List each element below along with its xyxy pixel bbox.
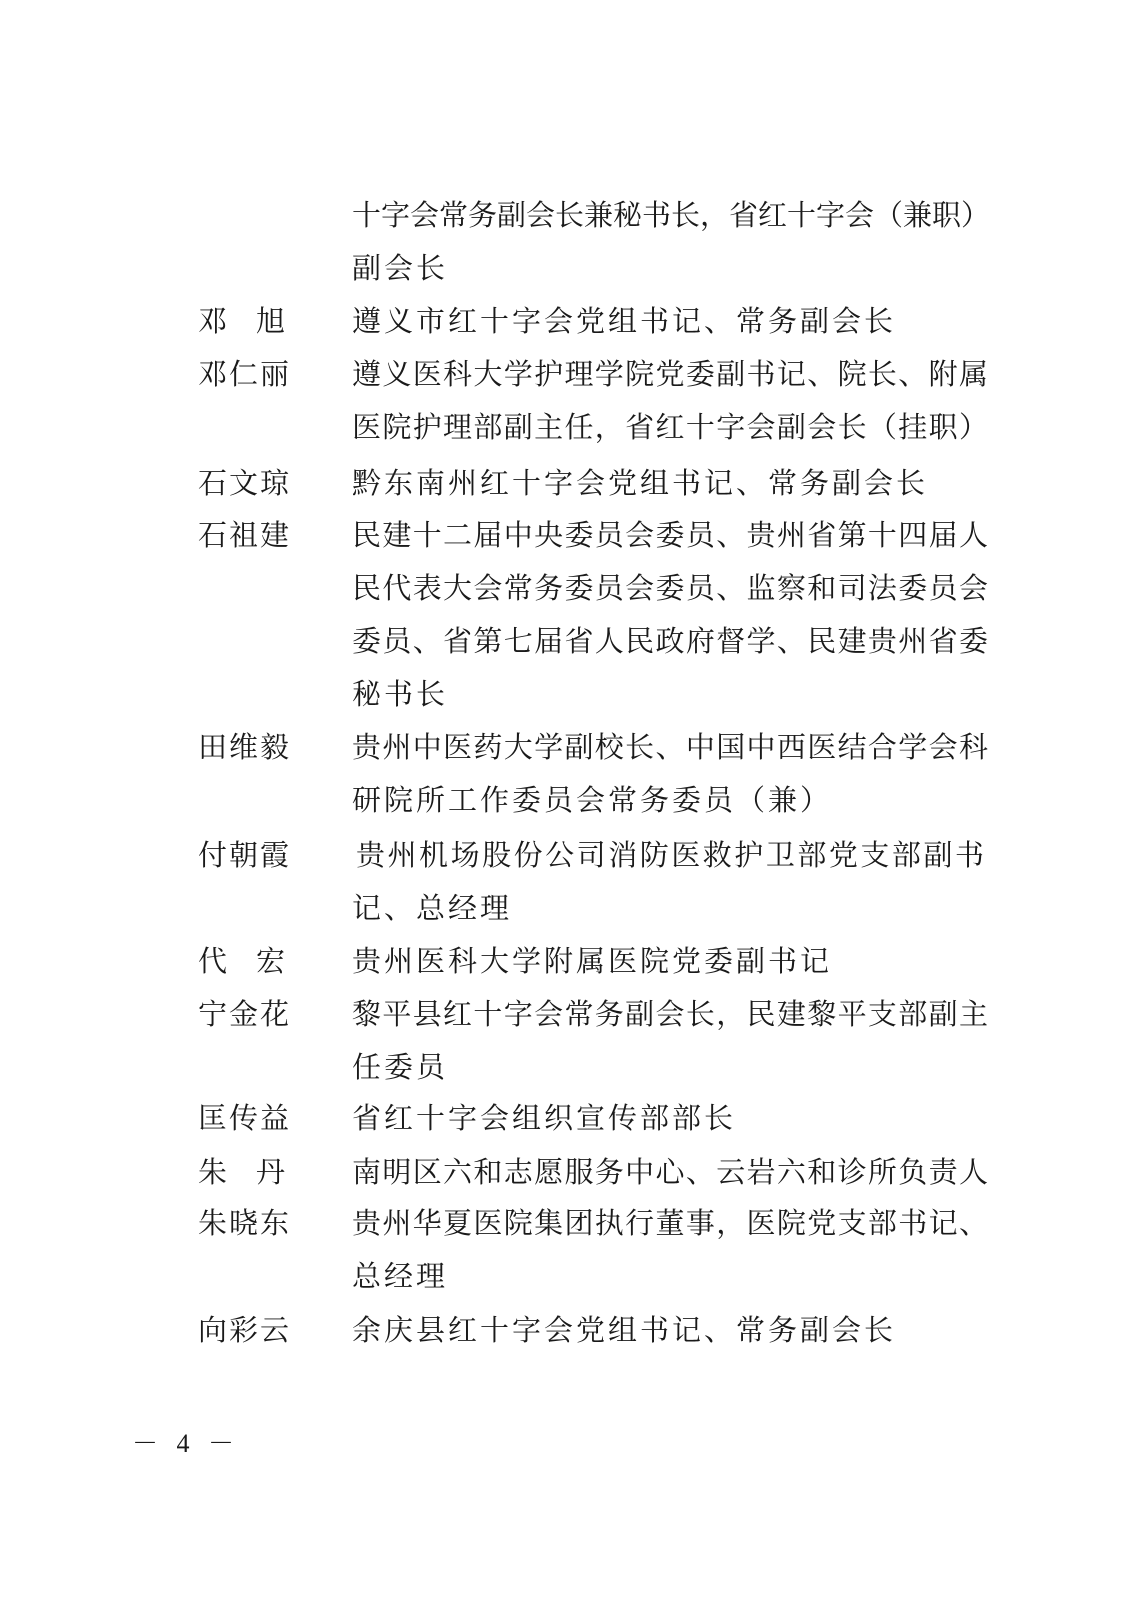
member-name: 石文琼 xyxy=(198,466,292,500)
member-name: 邓 旭 xyxy=(198,304,286,338)
continuation-line: 副会长 xyxy=(352,251,449,285)
member-title: 黔东南州红十字会党组书记、常务副会长 xyxy=(352,466,929,500)
member-title: 记、总经理 xyxy=(352,891,513,925)
member-title: 贵州医科大学附属医院党委副书记 xyxy=(352,944,833,978)
member-title: 余庆县红十字会党组书记、常务副会长 xyxy=(352,1313,897,1347)
member-name: 邓仁丽 xyxy=(198,357,292,391)
member-title: 委员、省第七届省人民政府督学、民建贵州省委 xyxy=(352,624,988,658)
member-name: 代 宏 xyxy=(198,944,286,978)
member-title: 民建十二届中央委员会委员、贵州省第十四届人 xyxy=(352,518,988,552)
member-title: 南明区六和志愿服务中心、云岩六和诊所负责人 xyxy=(352,1155,988,1189)
member-name: 朱 丹 xyxy=(198,1155,286,1189)
member-title: 省红十字会组织宣传部部长 xyxy=(352,1101,737,1135)
member-name: 宁金花 xyxy=(198,997,292,1031)
member-title: 黎平县红十字会常务副会长，民建黎平支部副主 xyxy=(352,997,988,1031)
member-title: 贵州华夏医院集团执行董事，医院党支部书记、 xyxy=(352,1206,988,1240)
member-title: 医院护理部副主任，省红十字会副会长（挂职） xyxy=(352,410,988,444)
member-title: 研院所工作委员会常务委员（兼） xyxy=(352,783,833,817)
member-title: 总经理 xyxy=(352,1259,449,1293)
member-title: 民代表大会常务委员会委员、监察和司法委员会 xyxy=(352,571,988,605)
member-title: 秘书长 xyxy=(352,677,449,711)
member-name: 石祖建 xyxy=(198,518,292,552)
member-name: 付朝霞 xyxy=(198,838,292,872)
continuation-line: 十字会常务副会长兼秘书长，省红十字会（兼职） xyxy=(352,198,991,232)
member-title: 贵州机场股份公司消防医救护卫部党支部副书 xyxy=(356,838,984,872)
member-name: 朱晓东 xyxy=(198,1206,292,1240)
member-name: 匡传益 xyxy=(198,1101,292,1135)
member-name: 向彩云 xyxy=(198,1313,292,1347)
page-number: － 4 － xyxy=(132,1429,241,1458)
member-name: 田维毅 xyxy=(198,730,292,764)
member-title: 遵义市红十字会党组书记、常务副会长 xyxy=(352,304,897,338)
member-title: 贵州中医药大学副校长、中国中西医结合学会科 xyxy=(352,730,988,764)
member-title: 遵义医科大学护理学院党委副书记、院长、附属 xyxy=(352,357,988,391)
member-title: 任委员 xyxy=(352,1050,449,1084)
